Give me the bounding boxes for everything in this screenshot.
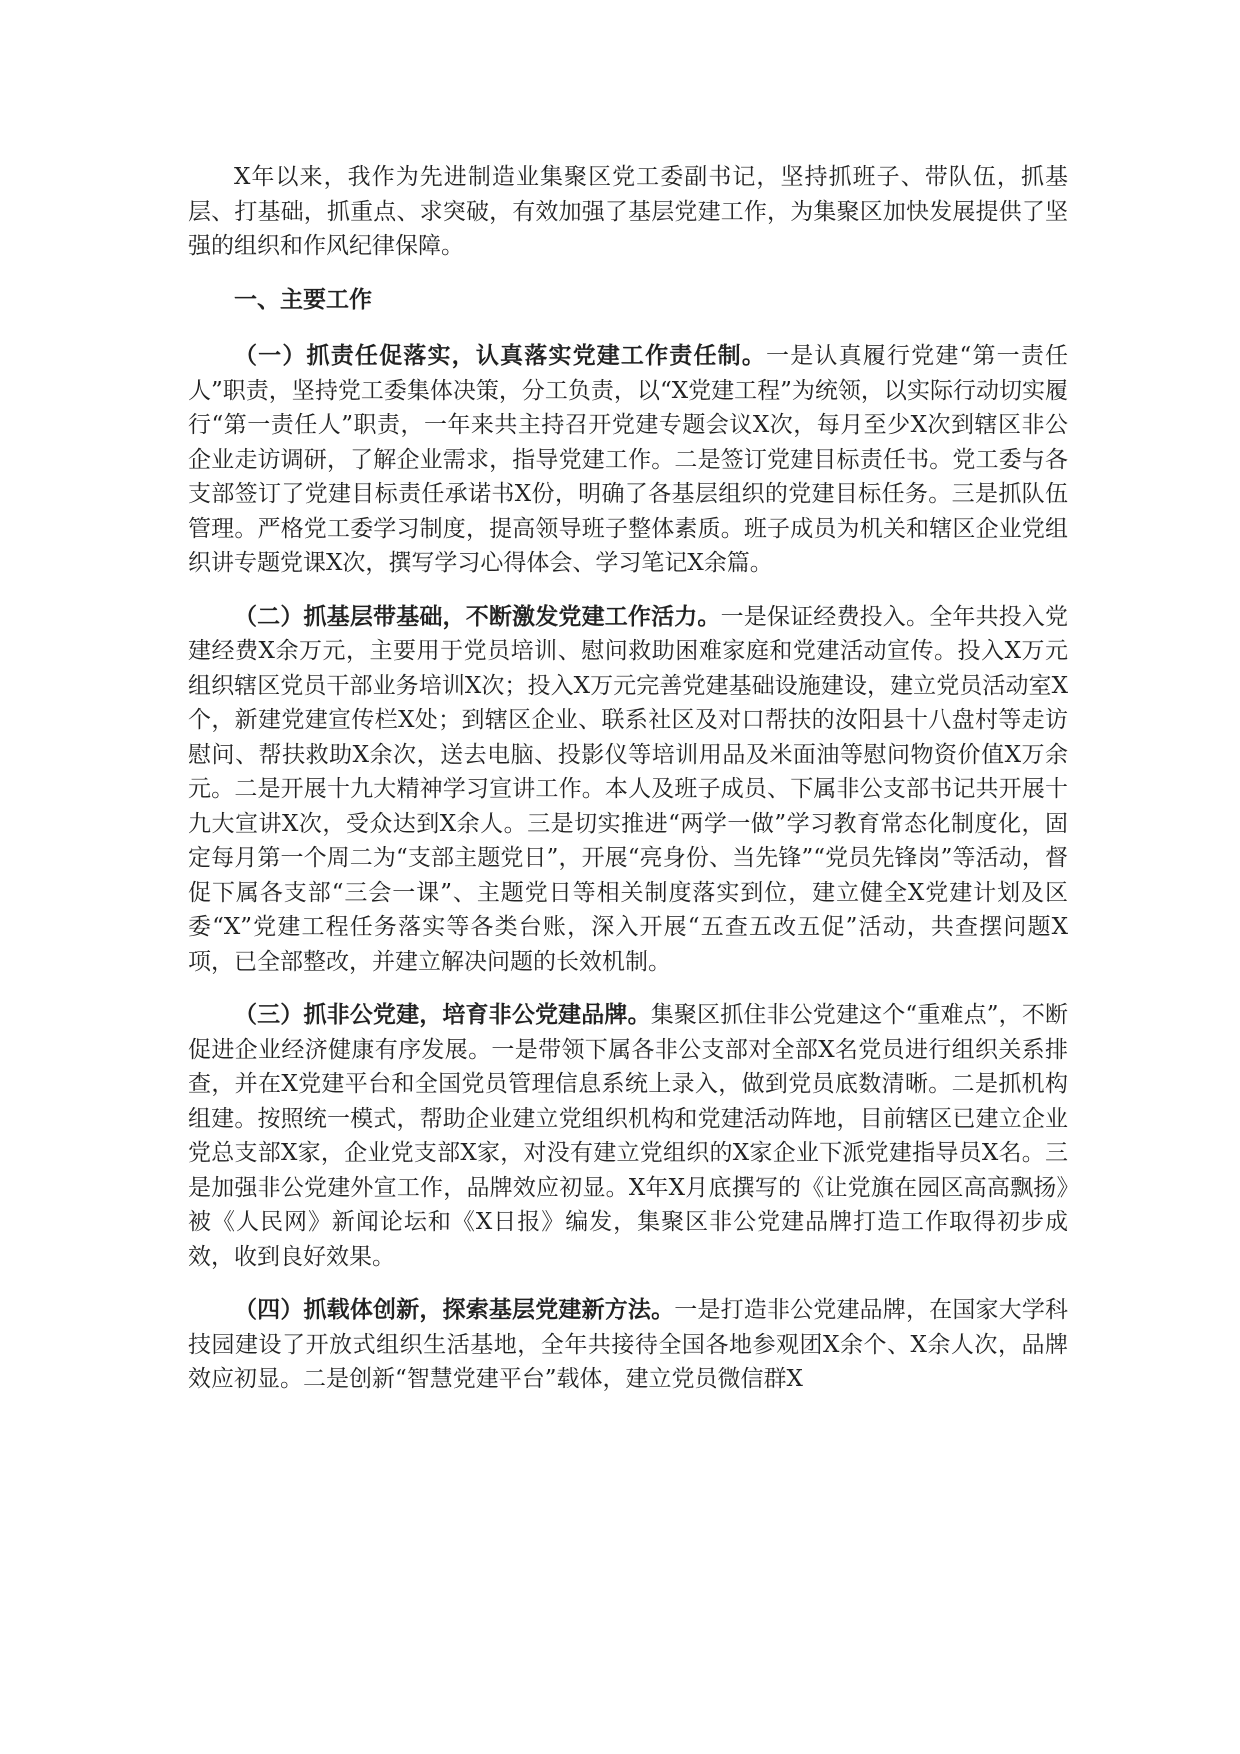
- item-lead-3: （三）抓非公党建，培育非公党建品牌。: [234, 1001, 651, 1028]
- item-lead-2: （二）抓基层带基础，不断激发党建工作活力。: [234, 602, 721, 630]
- item-paragraph-3: [188, 998, 1068, 1274]
- item-paragraph-2: [188, 600, 1068, 980]
- item-lead-1: （一）抓责任促落实，认真落实党建工作责任制。: [234, 342, 767, 369]
- item-paragraph-1: [188, 339, 1068, 581]
- item-body-2: 一是保证经费投入。全年共投入党建经费X余万元，主要用于党员培训、慰问救助困难家庭和党建活动宣传。投入X万元组织辖区党员干部业务培训X次；投入X万元完善党建基础设施建设，建立党员活动室X个，新建党建宣传栏X处；到辖区企业、联系社区及对口帮扶的汝阳县十八盘村等走访慰问、帮扶救助X余次，送去电脑、投影仪等培训用品及米面油等慰问物资价值X万余元。二是开展十九大精神学习宣讲工作。本人及班子成员、下属非公支部书记共开展十九大宣讲X次，受众达到X余人。三是切实推进“两学一做”学习教育常态化制度化，固定每月第一个周二为“支部主题党日”，开展“亮身份、当先锋”“党员先锋岗”等活动，督促下属各支部“三会一课”、主题党日等相关制度落实到位，建立健全X党建计划及区委“X”党建工程任务落实等各类台账，深入开展“五查五改五促”活动，共查摆问题X项，已全部整改，并建立解决问题的长效机制。: [188, 603, 1069, 975]
- section-heading-main-work: 一、主要工作: [234, 285, 372, 313]
- item-paragraph-4: [188, 1293, 1068, 1397]
- document-body: [188, 160, 1068, 1416]
- item-lead-4: （四）抓载体创新，探索基层党建新方法。: [234, 1296, 675, 1323]
- item-body-3: 集聚区抓住非公党建这个“重难点”，不断促进企业经济健康有序发展。一是带领下属各非公支部对全部X名党员进行组织关系排查，并在X党建平台和全国党员管理信息系统上录入，做到党员底数清晰。二是抓机构组建。按照统一模式，帮助企业建立党组织机构和党建活动阵地，目前辖区已建立企业党总支部X家，企业党支部X家，对没有建立党组织的X家企业下派党建指导员X名。三是加强非公党建外宣工作，品牌效应初显。X年X月底撰写的《让党旗在园区高高飘扬》被《人民网》新闻论坛和《X日报》编发，集聚区非公党建品牌打造工作取得初步成效，收到良好效果。: [188, 1002, 1068, 1270]
- item-body-4: 一是打造非公党建品牌，在国家大学科技园建设了开放式组织生活基地，全年共接待全国各地参观团X余个、X余人次，品牌效应初显。二是创新“智慧党建平台”载体，建立党员微信群X: [188, 1297, 1069, 1392]
- intro-paragraph: X年以来，我作为先进制造业集聚区党工委副书记，坚持抓班子、带队伍，抓基层、打基础，抓重点、求突破，有效加强了基层党建工作，为集聚区加快发展提供了坚强的组织和作风纪律保障。: [188, 164, 1068, 259]
- item-body-1: 一是认真履行党建“第一责任人”职责，坚持党工委集体决策，分工负责，以“X党建工程”为统领，以实际行动切实履行“第一责任人”职责，一年来共主持召开党建专题会议X次，每月至少X次到辖区非公企业走访调研，了解企业需求，指导党建工作。二是签订党建目标责任书。党工委与各支部签订了党建目标责任承诺书X份，明确了各基层组织的党建目标任务。三是抓队伍管理。严格党工委学习制度，提高领导班子整体素质。班子成员为机关和辖区企业党组织讲专题党课X次，撰写学习心得体会、学习笔记X余篇。: [188, 343, 1069, 576]
